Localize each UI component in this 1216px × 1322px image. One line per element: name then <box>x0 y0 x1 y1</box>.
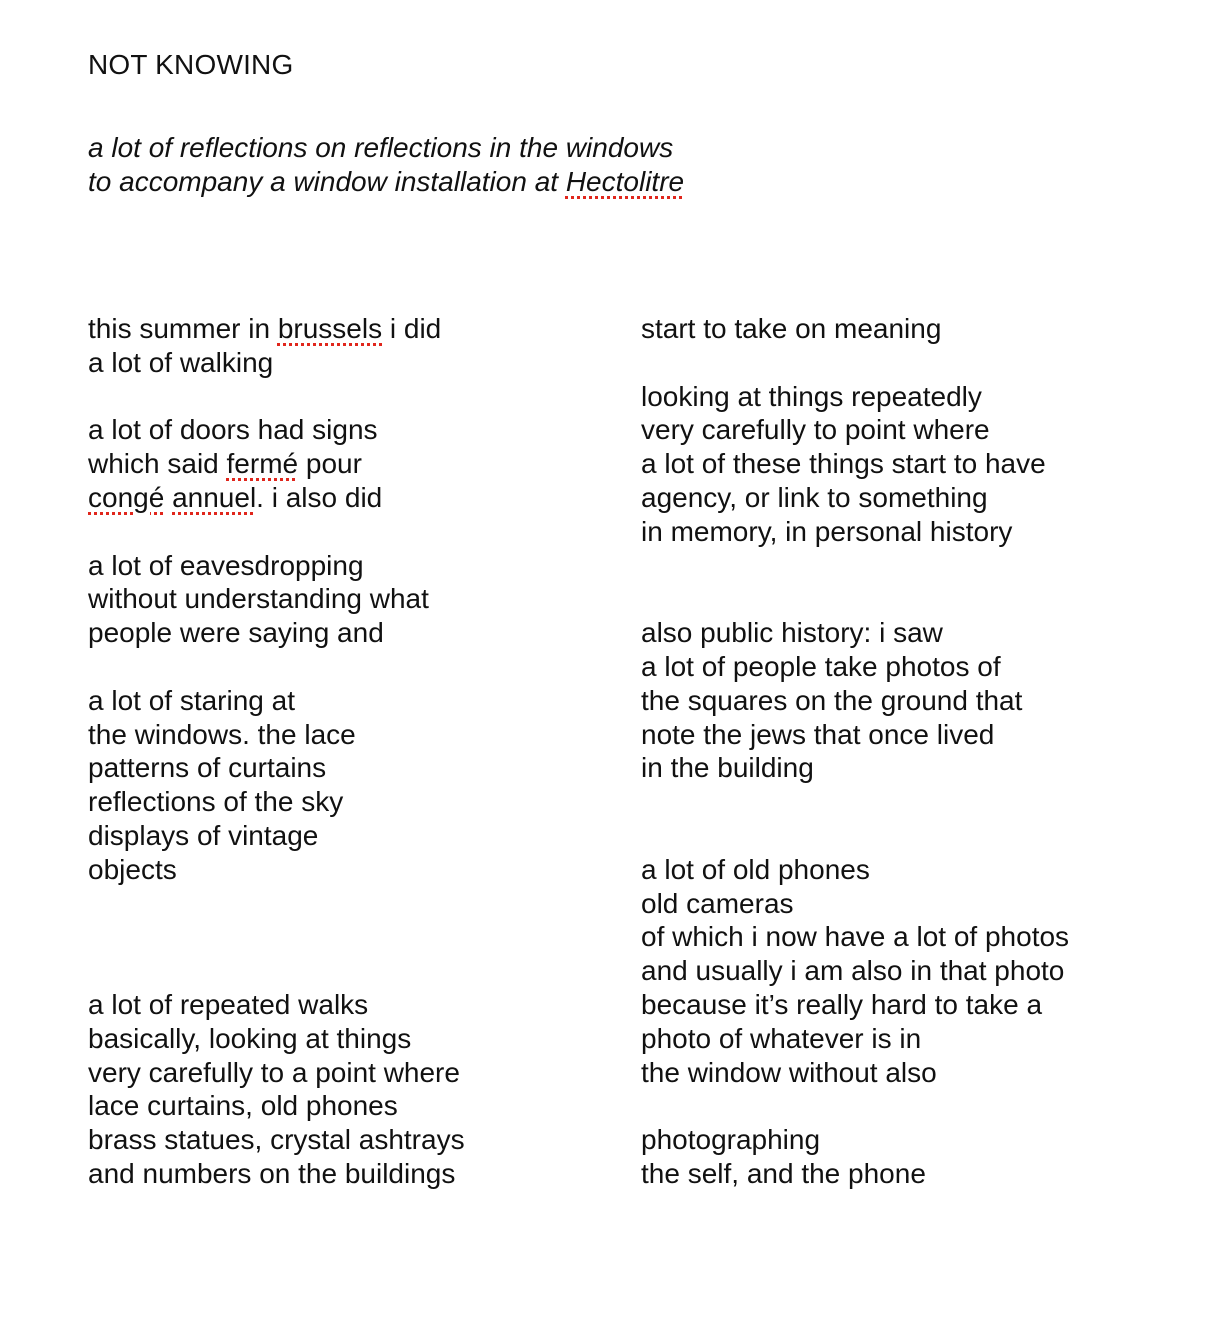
poem-line: very carefully to point where <box>641 414 990 446</box>
line-text: . i also did <box>256 481 383 513</box>
poem-line: looking at things repeatedly <box>641 380 982 412</box>
poem-line: start to take on meaning <box>641 313 942 344</box>
left-column <box>88 312 465 1191</box>
poem-line: a lot of old phones <box>641 853 870 885</box>
line-text: which said <box>88 448 227 480</box>
poem-line: patterns of curtains <box>88 752 327 784</box>
poem-line: the windows. the lace <box>88 718 356 750</box>
stanza-gap <box>641 346 1069 380</box>
poem-line: a lot of staring at <box>88 684 296 716</box>
poem-subtitle <box>88 128 684 196</box>
poem-title: NOT KNOWING <box>88 49 294 80</box>
subtitle-line-2 <box>88 162 684 196</box>
poem-line: of which i now have a lot of photos <box>641 921 1070 953</box>
poem-line: photographing <box>641 1124 821 1156</box>
stanza-gap <box>641 549 1069 583</box>
right-column <box>641 312 1069 1191</box>
stanza-gap <box>641 785 1069 819</box>
poem-line: without understanding what <box>88 583 429 615</box>
poem-line: very carefully to a point where <box>88 1056 460 1088</box>
stanza-gap <box>641 1089 1069 1123</box>
poem-line <box>88 312 465 346</box>
line-text: this summer in <box>88 313 278 344</box>
poem-line: a lot of these things start to have <box>641 448 1046 480</box>
spellcheck-word-brussels[interactable]: brussels <box>277 313 383 344</box>
poem-line: in memory, in personal history <box>641 515 1013 547</box>
stanza-gap <box>88 954 465 988</box>
poem-line: the squares on the ground that <box>641 684 1023 716</box>
stanza-gap <box>88 380 465 414</box>
poem-line: and numbers on the buildings <box>88 1157 456 1189</box>
poem-line: old cameras <box>641 887 794 919</box>
poem-line: the self, and the phone <box>641 1157 926 1189</box>
spellcheck-word-annuel[interactable]: annuel <box>172 481 257 513</box>
stanza-gap <box>88 515 465 549</box>
spellcheck-word-ferme[interactable]: fermé <box>226 448 299 480</box>
poem-line: lace curtains, old phones <box>88 1090 398 1122</box>
stanza-gap <box>641 819 1069 853</box>
poem-line: basically, looking at things <box>88 1022 412 1054</box>
poem-line: in the building <box>641 752 814 784</box>
poem-line: also public history: i saw <box>641 617 943 649</box>
poem-line: objects <box>88 853 177 885</box>
stanza-gap <box>88 920 465 954</box>
poem-line: brass statues, crystal ashtrays <box>88 1124 465 1156</box>
poem-line: a lot of repeated walks <box>88 988 369 1020</box>
line-text: pour <box>298 448 362 480</box>
stanza-gap <box>88 887 465 921</box>
poem-line: a lot of doors had signs <box>88 414 378 446</box>
subtitle-line-1: a lot of reflections on reflections in the windows <box>88 132 674 163</box>
spellcheck-word-conge[interactable]: congé <box>88 481 165 513</box>
poem-line: because it’s really hard to take a <box>641 988 1043 1020</box>
subtitle-line-2-text: to accompany a window installation at <box>88 165 566 197</box>
poem-line: people were saying and <box>88 617 384 649</box>
line-text <box>164 482 172 513</box>
poem-line: displays of vintage <box>88 819 319 851</box>
poem-line: photo of whatever is in <box>641 1022 922 1054</box>
poem-line: and usually i am also in that photo <box>641 955 1065 987</box>
poem-line <box>88 447 465 481</box>
poem-line: a lot of people take photos of <box>641 650 1001 682</box>
poem-line: note the jews that once lived <box>641 718 995 750</box>
poem-line: a lot of eavesdropping <box>88 549 364 581</box>
stanza-gap <box>88 650 465 684</box>
poem-line: agency, or link to something <box>641 481 988 513</box>
poem-line: the window without also <box>641 1056 937 1088</box>
stanza-gap <box>641 582 1069 616</box>
poem-line: reflections of the sky <box>88 786 344 818</box>
poem-line: a lot of walking <box>88 346 274 378</box>
line-text: i did <box>382 313 442 344</box>
spellcheck-word-hectolitre[interactable]: Hectolitre <box>565 165 685 197</box>
poem-line <box>88 481 465 515</box>
